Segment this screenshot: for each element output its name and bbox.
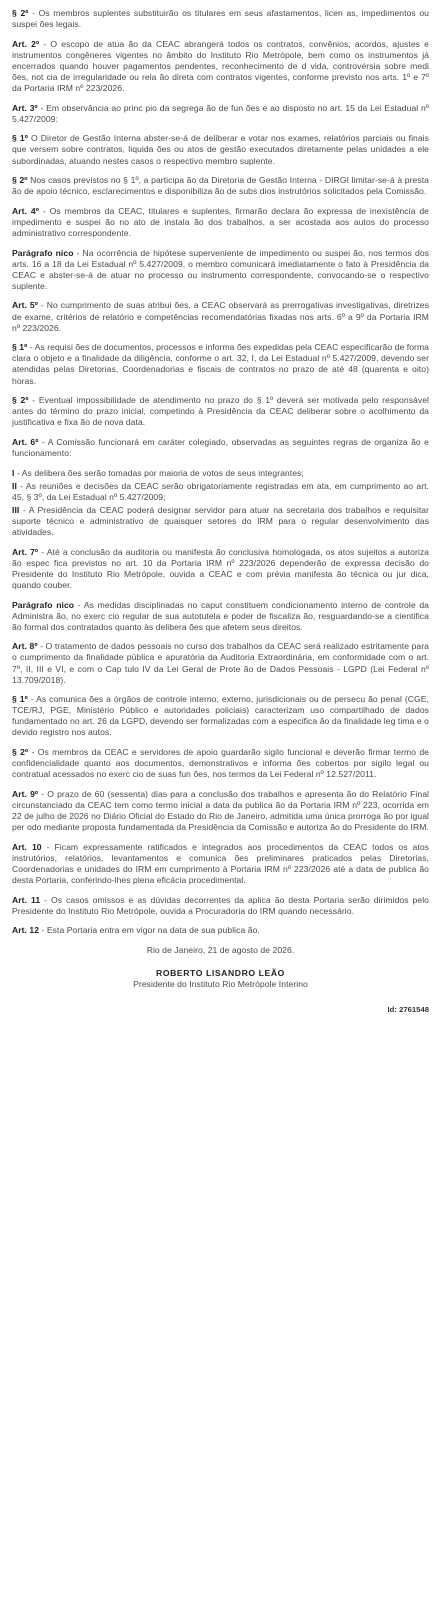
paragraph — [12, 8, 429, 30]
article-number: I — [12, 467, 15, 478]
article-number: Art. 10 — [12, 841, 42, 852]
paragraph — [12, 468, 429, 479]
article-text: - A Comissão funcionará em caráter colegiado, observadas as seguintes regras de organiza ão e funcionamento: — [12, 436, 429, 458]
paragraph — [12, 789, 429, 833]
paragraph — [12, 925, 429, 936]
paragraph — [12, 39, 429, 94]
paragraph — [12, 133, 429, 166]
articles-section-a — [12, 8, 429, 459]
paragraph — [12, 694, 429, 738]
items-section — [12, 468, 429, 539]
signature-role: Presidente do Instituto Rio Metrópole Interino — [133, 978, 308, 989]
article-number: Art. 7º — [12, 546, 39, 557]
paragraph — [12, 300, 429, 333]
paragraph — [12, 895, 429, 917]
article-number: Art. 6º — [12, 436, 39, 447]
paragraph — [12, 481, 429, 503]
article-text: - O tratamento de dados pessoais no curso dos trabalhos da CEAC será realizado estritamente para o cumprimento da finalidade pública e apuratória da Auditoria Extraordinária, em conformidade com o art. 7º, II, III e VI, e com o Cap tulo IV da Lei Geral de Prote ão de Dados Pessoais - LGPD (Lei Federal nº 13.709/2018). — [12, 641, 429, 685]
article-text: - Eventual impossibilidade de atendimento no prazo do § 1º deverá ser motivada pelo responsável antes do término do prazo inicial, competindo à Presidência da CEAC deliberar sobre o acolhimento da justificativa e fixa ão de nova data. — [12, 395, 430, 428]
paragraph — [12, 395, 429, 428]
article-text: - Os membros da CEAC, titulares e suplentes, firmarão declara ão expressa de inexistência de impedimento e suspei ão no ato de instala ão dos trabalhos, a ser acostada aos autos do processo administrativo correspondente. — [12, 205, 429, 238]
paragraph — [12, 103, 429, 125]
article-number: § 2º — [12, 8, 29, 18]
article-number: § 1º — [12, 694, 28, 705]
article-text: - Os membros suplentes substituirão os titulares em seus afastamentos, licen as, impedimentos ou suspei ões legais. — [12, 8, 429, 30]
document-id: Id: 2761548 — [387, 1004, 429, 1014]
article-text: - As reuniões e decisões da CEAC serão obrigatoriamente registradas em ata, em cumprimento ao art. 45, § 3º, da Lei Estadual nº 5.427/2009; — [12, 480, 429, 502]
article-number: Parágrafo nico — [12, 247, 74, 258]
article-number: Art. 11 — [12, 894, 41, 905]
article-number: § 1º — [12, 342, 28, 353]
article-number: Art. 2º — [12, 38, 40, 49]
article-text: O Diretor de Gestão Interna abster-se-á de deliberar e votar nos exames, relatórios parciais ou finais que versem sobre contratos, liquida ões ou atos de gestão executados diretamente pelas unidades a ele subordinadas, atuando nestes casos o respectivo membro suplente. — [12, 133, 429, 166]
article-number: § 2º — [12, 747, 29, 758]
article-number: Art. 4º — [12, 205, 39, 216]
article-number: § 2º — [12, 395, 29, 406]
paragraph — [12, 547, 429, 591]
paragraph — [12, 248, 429, 292]
articles-section-b — [12, 547, 429, 937]
article-text: - Até a conclusão da auditoria ou manifesta ão conclusiva homologada, os atos sujeitos a autoriza ão espec fica previstos no art. 10 da Portaria IRM nº 223/2026 dependerão de expressa decisão do Presidente do Instituto Rio Metrópole, ouvida a CEAC e com prévia manifesta ão técnica ou jur dica, quando couber. — [12, 546, 429, 590]
paragraph — [12, 175, 429, 197]
article-text: Nos casos previstos no § 1º, a participa ão da Diretoria de Gestão Interna - DIRGI limitar-se-á à presta ão de apoio técnico, esclarecimentos e disponibiliza ão de subs dios instrutórios solicitados pela Comissão. — [12, 175, 429, 197]
article-number: Art. 9º — [12, 788, 39, 799]
article-text: - Os membros da CEAC e servidores de apoio guardarão sigilo funcional e deverão firmar termo de confidencialidade quanto aos documentos, demonstrativos e informa ões cobertos por sigilo legal ou contratual acessados no exerc cio de suas fun ões, nos termos da Lei Federal nº 12.527/2011. — [12, 747, 429, 780]
article-number: Art. 5º — [12, 300, 38, 311]
paragraph — [12, 641, 429, 685]
article-number: III — [12, 504, 20, 515]
article-text: - Ficam expressamente ratificados e integrados aos procedimentos da CEAC todos os atos instrutórios, relatórios, levantamentos e comunica ões preliminares praticados pelas Diretorias, Coordenadorias e unidades do IRM em cumprimento à Portaria IRM nº 223/2026 até a data de publica ão desta Portaria, conferindo-lhes plena eficácia procedimental. — [12, 841, 429, 885]
article-number: Art. 8º — [12, 641, 38, 652]
document-date: Rio de Janeiro, 21 de agosto de 2026. — [146, 944, 295, 955]
article-number: Parágrafo nico — [12, 599, 75, 610]
article-text: - As comunica ões a órgãos de controle interno, externo, jurisdicionais ou de persecu ão penal (CGE, TCE/RJ, PGE, Ministério Público e autoridades policiais) caracterizam uso compartilhado de dados fundamentado no art. 26 da LGPD, devendo ser formalizadas com a especifica ão da finalidade leg tima e o devido registro nos autos. — [12, 694, 429, 738]
paragraph — [12, 206, 429, 239]
article-text: - As medidas disciplinadas no caput constituem condicionamento interno de controle da Administra ão, no exerc cio regular de sua autotutela e poder de fiscaliza ão, resguardando-se a cientifica ão formal dos contratados quanto às delibera ões que afetem seus direitos. — [12, 599, 429, 632]
article-text: - Na ocorrência de hipótese superveniente de impedimento ou suspei ão, nos termos dos arts. 16 a 18 da Lei Estadual nº 5.427/2009, o membro comunicará imediatamente o fato à Presidência da CEAC e abster-se-á de atuar no processo ou instrumento correspondente, convocando-se o respectivo suplente. — [12, 247, 429, 291]
paragraph — [12, 342, 429, 386]
article-text: - Os casos omissos e as dúvidas decorrentes da aplica ão desta Portaria serão dirimidos pelo Presidente do Instituto Rio Metrópole, ouvida a Procuradoria do IRM quando necessário. — [12, 894, 429, 916]
paragraph — [12, 437, 429, 459]
article-text: - As requisi ões de documentos, processos e informa ões expedidas pela CEAC especificarão de forma clara o objeto e a finalidade da diligência, conforme o art. 32, I, da Lei Estadual nº 5.427/2009, devendo ser atendidas pelas Diretorias, Coordenadorias e fiscais de contratos no prazo de até 48 (quarenta e oito) horas. — [12, 342, 429, 386]
article-number: § 1º — [12, 133, 28, 144]
article-text: - Esta Portaria entra em vigor na data de sua publica ão. — [39, 925, 260, 936]
article-text: - O escopo de atua ão da CEAC abrangerá todos os contratos, convênios, acordos, ajustes e instrumentos congêneres vigentes no âmbito do Instituto Rio Metrópole, bem como os instrumentos já encerrados quando houver pagamentos pendentes, reconhecimento de d vida, controvérsia sobre medi ões, not cia de irregularidade ou rela ão direta com contratos vigentes, conforme previsto nos arts. 1º e 7º da Portaria IRM nº 223/2026. — [12, 38, 429, 94]
article-text: - A Presidência da CEAC poderá designar servidor para atuar na secretaria dos trabalhos e requisitar suporte técnico e administrativo de quaisquer setores do IRM para o regular desenvolvimento das atividades. — [12, 504, 429, 538]
paragraph — [12, 842, 429, 886]
paragraph — [12, 747, 429, 780]
article-number: Art. 12 — [12, 925, 40, 936]
paragraph — [12, 600, 429, 633]
paragraph — [12, 505, 429, 538]
article-text: - O prazo de 60 (sessenta) dias para a conclusão dos trabalhos e apresenta ão do Relatório Final circunstanciado da CEAC tem como termo inicial a data da publica ão da Portaria IRM nº 223, ocorrida em 22 de julho de 2026 no Diário Oficial do Estado do Rio de Janeiro, admitida uma única prorroga ão por igual per odo mediante proposta fundamentada da Presidência da Comissão e autoriza ão do Presidente do IRM. — [12, 788, 429, 833]
article-number: Art. 3º — [12, 102, 38, 113]
article-number: II — [12, 480, 17, 491]
article-text: - Em observância ao princ pio da segrega ão de fun ões e ao disposto no art. 15 da Lei Estadual nº 5.427/2009: — [12, 102, 429, 124]
signature-name: ROBERTO LISANDRO LEÃO — [156, 967, 285, 978]
article-text: - As delibera ões serão tomadas por maioria de votos de seus integrantes; — [14, 467, 304, 478]
article-number: § 2º — [12, 175, 28, 186]
article-text: - No cumprimento de suas atribui ões, a CEAC observará as prerrogativas investigativas, diretrizes de exame, critérios de relatório e competências recomendatórias fixadas nos arts. 6º a 9º da Portaria IRM nº 223/2026. — [12, 300, 429, 333]
